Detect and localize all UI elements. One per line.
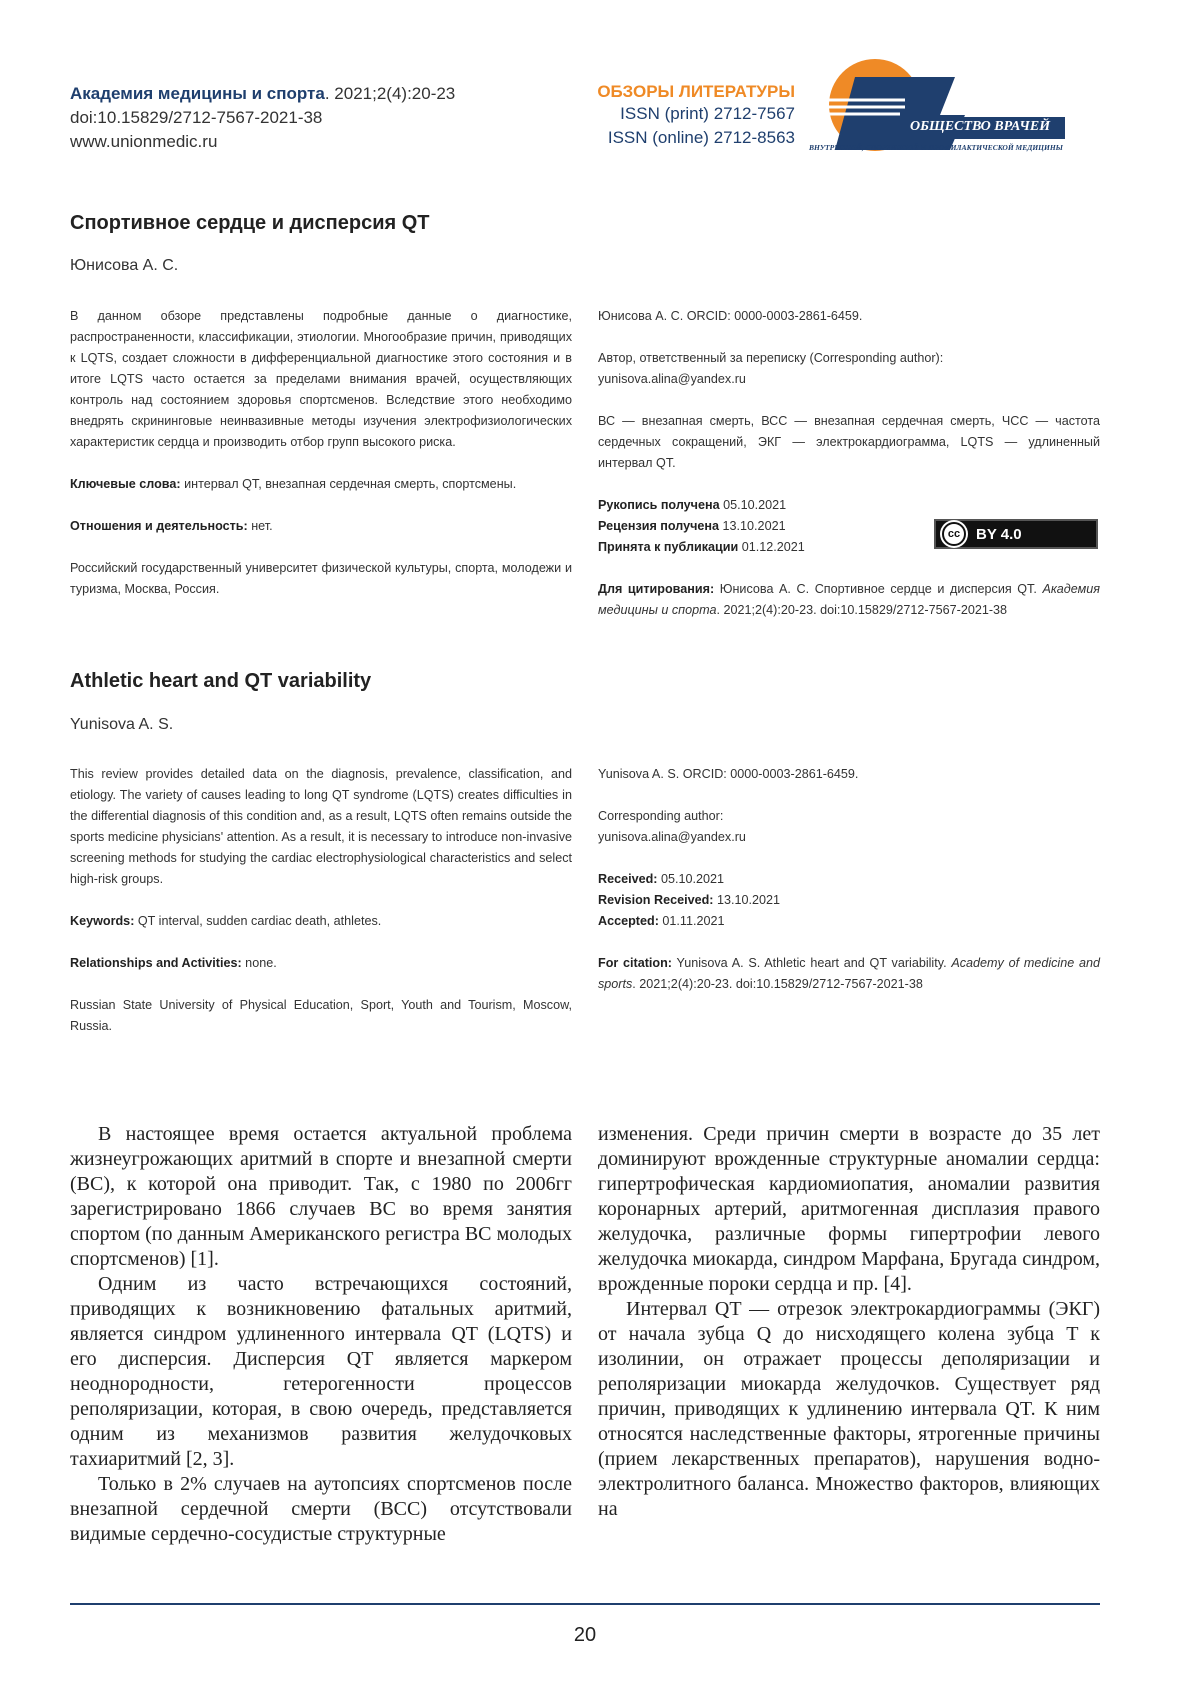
journal-url[interactable]: www.unionmedic.ru xyxy=(70,130,455,154)
en-keywords: QT interval, sudden cardiac death, athletes. xyxy=(134,914,381,928)
en-relations-label: Relationships and Activities: xyxy=(70,956,242,970)
license-label: BY 4.0 xyxy=(976,526,1022,543)
ru-cite-journal: Академия медицины и спорта xyxy=(598,582,1100,617)
en-title: Athletic heart and QT variability xyxy=(70,670,371,693)
ru-relations-label: Отношения и деятельность: xyxy=(70,519,248,533)
en-corr-label: Corresponding author: xyxy=(598,809,723,823)
ru-keywords-label: Ключевые слова: xyxy=(70,477,181,491)
en-abstract: This review provides detailed data on the diagnosis, prevalence, classification, and etiology. The variety of causes leading to long QT syndrome (LQTS) creates difficulties in the differential diagnosis of this condition and, as a result, LQTS often remains outside the sports medicine physicians' attention. As a result, it is necessary to introduce non-invasive screening methods for studying the cardiac electrophysiological characteristics and select high-risk groups. xyxy=(70,764,572,890)
page-number: 20 xyxy=(0,1624,1170,1647)
ru-cite-ref: . 2021;2(4):20-23. doi:10.15829/2712-7567-2021-38 xyxy=(716,603,1007,617)
en-keywords-label: Keywords: xyxy=(70,914,134,928)
en-accepted: 01.11.2021 xyxy=(659,914,725,928)
ru-relations: нет. xyxy=(248,519,273,533)
ru-meta-column xyxy=(598,306,1100,642)
cc-icon: cc xyxy=(942,522,966,546)
en-received: 05.10.2021 xyxy=(658,872,725,886)
logo-emblem-icon xyxy=(815,55,1105,155)
logo-text: ОБЩЕСТВО ВРАЧЕЙ xyxy=(910,119,1050,135)
ru-corr-email[interactable]: yunisova.alina@yandex.ru xyxy=(598,372,746,386)
en-cite-label: For citation: xyxy=(598,956,672,970)
ru-review-label: Рецензия получена xyxy=(598,519,719,533)
ru-author: Юнисова А. С. xyxy=(70,257,178,275)
ru-received: 05.10.2021 xyxy=(720,498,787,512)
en-cite-ref: . 2021;2(4):20-23. doi:10.15829/2712-7567-2021-38 xyxy=(632,977,923,991)
ru-corr-label: Автор, ответственный за переписку (Corresponding author): xyxy=(598,351,943,365)
ru-title: Спортивное сердце и дисперсия QT xyxy=(70,212,430,235)
en-corr-email[interactable]: yunisova.alina@yandex.ru xyxy=(598,830,746,844)
ru-received-label: Рукопись получена xyxy=(598,498,720,512)
journal-name: Академия медицины и спорта xyxy=(70,84,325,103)
journal-info xyxy=(70,82,455,154)
en-affiliation: Russian State University of Physical Education, Sport, Youth and Tourism, Moscow, Russia. xyxy=(70,995,572,1037)
ru-accepted-label: Принята к публикации xyxy=(598,540,738,554)
ru-review: 13.10.2021 xyxy=(719,519,786,533)
body-paragraph: Одним из часто встречающихся состояний, приводящих к возникновению фатальных аритмий, является синдром удлиненного интервала QT (LQTS) и его дисперсия. Дисперсия QT является маркером неоднородности, гетерогенности процессов реполяризации, которая, в свою очередь, представляется одним из механизмов развития желудочковых тахиаритмий [2, 3]. xyxy=(70,1272,572,1472)
doi: doi:10.15829/2712-7567-2021-38 xyxy=(70,106,455,130)
body-paragraph: Интервал QT — отрезок электрокардиограммы (ЭКГ) от начала зубца Q до нисходящего колена зубца T к изолинии, он отражает процессы деполяризации и реполяризации миокарда желудочков. Существует ряд причин, приводящих к удлинению интервала QT. К ним относятся наследственные факторы, ятрогенные причины (прием лекарственных препаратов), нарушения водно-электролитного баланса. Множество факторов, влияющих на xyxy=(598,1297,1100,1522)
en-meta-column xyxy=(598,764,1100,1016)
ru-orcid: Юнисова А. С. ORCID: 0000-0003-2861-6459. xyxy=(598,306,1100,327)
ru-affiliation: Российский государственный университет физической культуры, спорта, молодежи и туризма, Москва, Россия. xyxy=(70,558,572,600)
ru-abstract-column xyxy=(70,306,572,621)
cc-license-badge[interactable] xyxy=(934,519,1098,549)
en-author: Yunisova A. S. xyxy=(70,716,173,734)
en-review-label: Revision Received: xyxy=(598,893,714,907)
issn-print: ISSN (print) 2712-7567 xyxy=(597,102,795,126)
en-review: 13.10.2021 xyxy=(714,893,781,907)
en-abstract-column xyxy=(70,764,572,1058)
body-paragraph: изменения. Среди причин смерти в возрасте до 35 лет доминируют врожденные структурные аномалии сердца: гипертрофическая кардиомиопатия, аномалии развития коронарных артерий, аритмогенная дисплазия правого желудочка, различные формы гипертрофии левого желудочка миокарда, синдром Марфана, Бругада синдром, врожденные пороки сердца и пр. [4]. xyxy=(598,1122,1100,1297)
rubric: ОБЗОРЫ ЛИТЕРАТУРЫ xyxy=(597,82,795,102)
en-received-label: Received: xyxy=(598,872,658,886)
ru-abstract: В данном обзоре представлены подробные данные о диагностике, распространенности, классификации, этиологии. Многообразие причин, приводящих к LQTS, создает сложности в дифференциальной диагностике этого состояния и в итоге LQTS часто остается за пределами внимания врачей, осуществляющих контроль над состоянием здоровья спортсменов. Вследствие этого необходимо внедрять скрининговые неинвазивные методы изучения электрофизиологических характеристик сердца и производить отбор групп высокого риска. xyxy=(70,306,572,453)
ru-cite-label: Для цитирования: xyxy=(598,582,714,596)
footer-divider xyxy=(70,1603,1100,1605)
body-right-column xyxy=(598,1122,1100,1522)
en-cite-text: Yunisova A. S. Athletic heart and QT variability. xyxy=(672,956,951,970)
en-relations: none. xyxy=(242,956,277,970)
en-cite-journal: Academy of medicine and sports xyxy=(598,956,1100,991)
logo-subtext: ВНУТРЕННЕЙ, СПОРТИВНОЙ И ПРОФИЛАКТИЧЕСКОЙ МЕДИЦИНЫ xyxy=(809,143,1063,152)
en-orcid: Yunisova A. S. ORCID: 0000-0003-2861-6459. xyxy=(598,764,1100,785)
ru-accepted: 01.12.2021 xyxy=(738,540,805,554)
issn-block xyxy=(597,82,795,150)
ru-keywords: интервал QT, внезапная сердечная смерть, спортсмены. xyxy=(181,477,517,491)
society-logo xyxy=(815,55,1105,155)
ru-abbreviations: ВС — внезапная смерть, ВСС — внезапная сердечная смерть, ЧСС — частота сердечных сокращений, ЭКГ — электрокардиограмма, LQTS — удлиненный интервал QT. xyxy=(598,411,1100,474)
body-left-column xyxy=(70,1122,572,1547)
en-accepted-label: Accepted: xyxy=(598,914,659,928)
issn-online: ISSN (online) 2712-8563 xyxy=(597,126,795,150)
body-paragraph: Только в 2% случаев на аутопсиях спортсменов после внезапной сердечной смерти (ВСС) отсутствовали видимые сердечно-сосудистые структурные xyxy=(70,1472,572,1547)
ru-cite-text: Юнисова А. С. Спортивное сердце и дисперсия QT. xyxy=(714,582,1042,596)
body-paragraph: В настоящее время остается актуальной проблема жизнеугрожающих аритмий в спорте и внезапной смерти (ВС), к которой она приводит. Так, с 1980 по 2006гг зарегистрировано 1866 случаев ВС во время занятия спортом (по данным Американского регистра ВС молодых спортсменов) [1]. xyxy=(70,1122,572,1272)
journal-ref: . 2021;2(4):20-23 xyxy=(325,84,455,103)
